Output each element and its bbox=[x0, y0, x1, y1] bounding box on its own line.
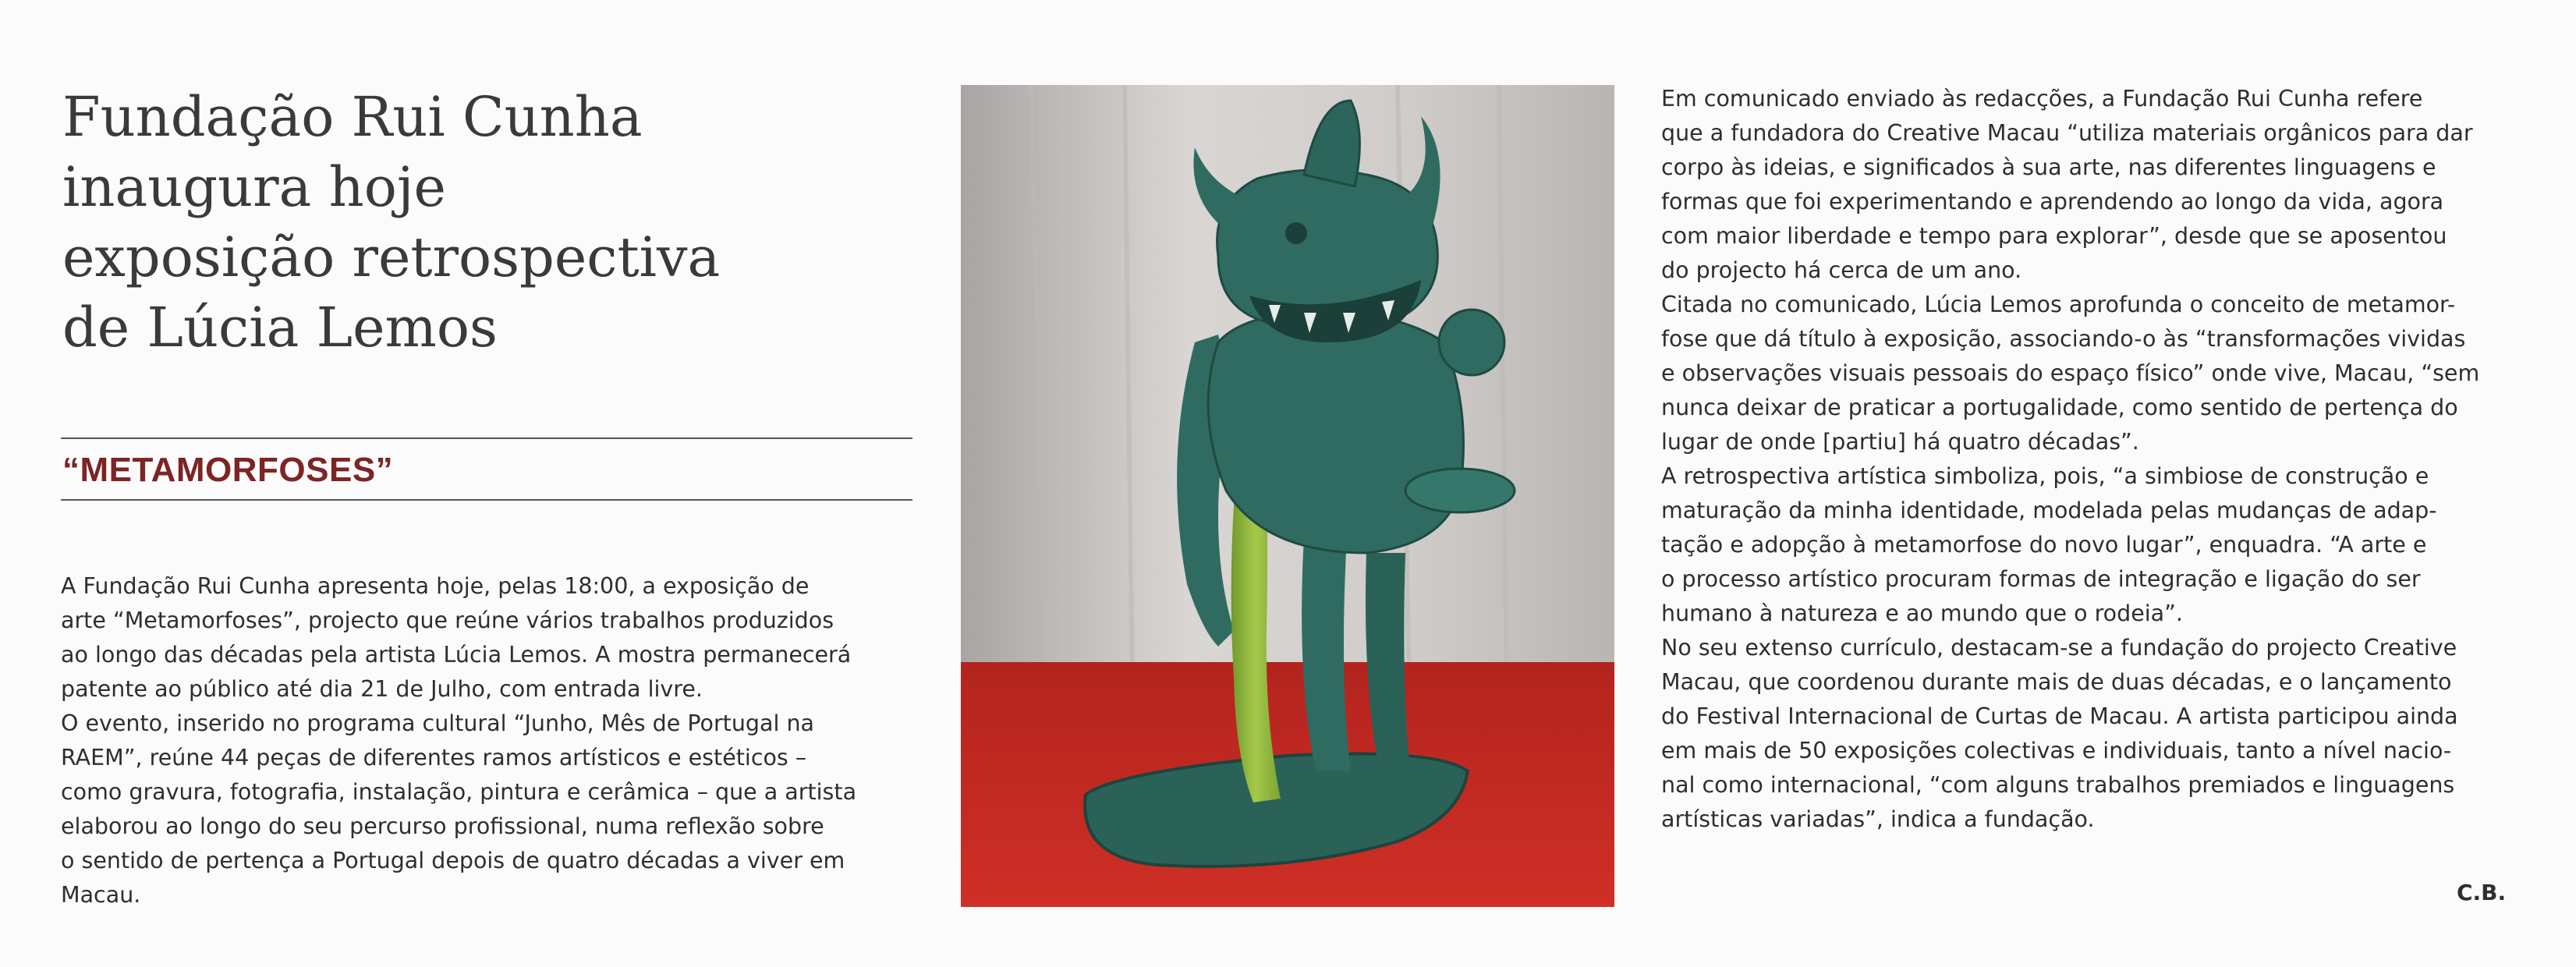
text-line: nunca deixar de praticar a portugalidade, como sentido de pertença do bbox=[1661, 395, 2458, 420]
text-line: maturação da minha identidade, modelada pelas mudanças de adap- bbox=[1661, 498, 2437, 523]
left-column-text bbox=[61, 569, 911, 912]
section-divider-bottom bbox=[61, 499, 912, 501]
headline-line: Fundação Rui Cunha bbox=[62, 85, 643, 149]
text-line: arte “Metamorfoses”, projecto que reúne vários trabalhos produzidos bbox=[61, 607, 834, 633]
text-line: nal como internacional, “com alguns trabalhos premiados e linguagens bbox=[1661, 772, 2455, 798]
text-line: A Fundação Rui Cunha apresenta hoje, pelas 18:00, a exposição de bbox=[61, 573, 810, 599]
text-line: e observações visuais pessoais do espaço físico” onde vive, Macau, “sem bbox=[1661, 360, 2480, 386]
text-line: do Festival Internacional de Curtas de Macau. A artista participou ainda bbox=[1661, 703, 2458, 729]
headline-line: inaugura hoje bbox=[62, 155, 446, 219]
sculpture-illustration bbox=[961, 85, 1614, 907]
text-line: o sentido de pertença a Portugal depois de quatro décadas a viver em bbox=[61, 848, 845, 873]
text-line: fose que dá título à exposição, associando-o às “transformações vividas bbox=[1661, 326, 2466, 352]
sculpture-photo bbox=[961, 85, 1614, 907]
sculpture-eye bbox=[1285, 222, 1307, 244]
text-line: Em comunicado enviado às redacções, a Fundação Rui Cunha refere bbox=[1661, 86, 2423, 112]
sculpture-body bbox=[1208, 311, 1463, 553]
text-line: RAEM”, reúne 44 peças de diferentes ramos artísticos e estéticos – bbox=[61, 745, 807, 770]
text-line: elaborou ao longo do seu percurso profissional, numa reflexão sobre bbox=[61, 813, 824, 839]
sculpture-ear bbox=[1439, 310, 1504, 375]
text-line: Macau, que coordenou durante mais de duas décadas, e o lançamento bbox=[1661, 669, 2452, 695]
text-line: O evento, inserido no programa cultural “Junho, Mês de Portugal na bbox=[61, 710, 814, 736]
headline-line: de Lúcia Lemos bbox=[62, 296, 498, 360]
text-line: como gravura, fotografia, instalação, pintura e cerâmica – que a artista bbox=[61, 779, 857, 805]
author-credit: C.B. bbox=[2457, 880, 2507, 905]
sculpture-bowl bbox=[1405, 469, 1515, 512]
text-line: com maior liberdade e tempo para explorar”, desde que se aposentou bbox=[1661, 223, 2447, 249]
text-line: patente ao público até dia 21 de Julho, com entrada livre. bbox=[61, 676, 703, 702]
text-line: em mais de 50 exposições colectivas e individuais, tanto a nível nacio- bbox=[1661, 738, 2452, 763]
article-headline bbox=[62, 82, 905, 363]
text-line: artísticas variadas”, indica a fundação. bbox=[1661, 806, 2095, 832]
text-line: corpo às ideias, e significados à sua arte, nas diferentes linguagens e bbox=[1661, 154, 2436, 180]
text-line: tação e adopção à metamorfose do novo lugar”, enquadra. “A arte e bbox=[1661, 532, 2427, 558]
text-line: formas que foi experimentando e aprendendo ao longo da vida, agora bbox=[1661, 189, 2444, 214]
text-line: ao longo das décadas pela artista Lúcia Lemos. A mostra permanecerá bbox=[61, 642, 852, 668]
text-line: No seu extenso currículo, destacam-se a fundação do projecto Creative bbox=[1661, 635, 2457, 661]
headline-line: exposição retrospectiva bbox=[62, 225, 721, 289]
text-line: o processo artístico procuram formas de integração e ligação do ser bbox=[1661, 566, 2421, 592]
text-line: A retrospectiva artística simboliza, pois, “a simbiose de construção e bbox=[1661, 463, 2429, 489]
section-title: “METAMORFOSES” bbox=[62, 451, 394, 489]
text-line: que a fundadora do Creative Macau “utiliza materiais orgânicos para dar bbox=[1661, 120, 2473, 146]
text-line: lugar de onde [partiu] há quatro décadas”. bbox=[1661, 429, 2139, 455]
text-line: Citada no comunicado, Lúcia Lemos aprofunda o conceito de metamor- bbox=[1661, 292, 2456, 317]
text-line: Macau. bbox=[61, 882, 141, 908]
right-column-text bbox=[1661, 82, 2527, 837]
section-divider-top bbox=[61, 437, 912, 439]
text-line: do projecto há cerca de um ano. bbox=[1661, 257, 2022, 283]
text-line: humano à natureza e ao mundo que o rodeia”. bbox=[1661, 600, 2183, 626]
